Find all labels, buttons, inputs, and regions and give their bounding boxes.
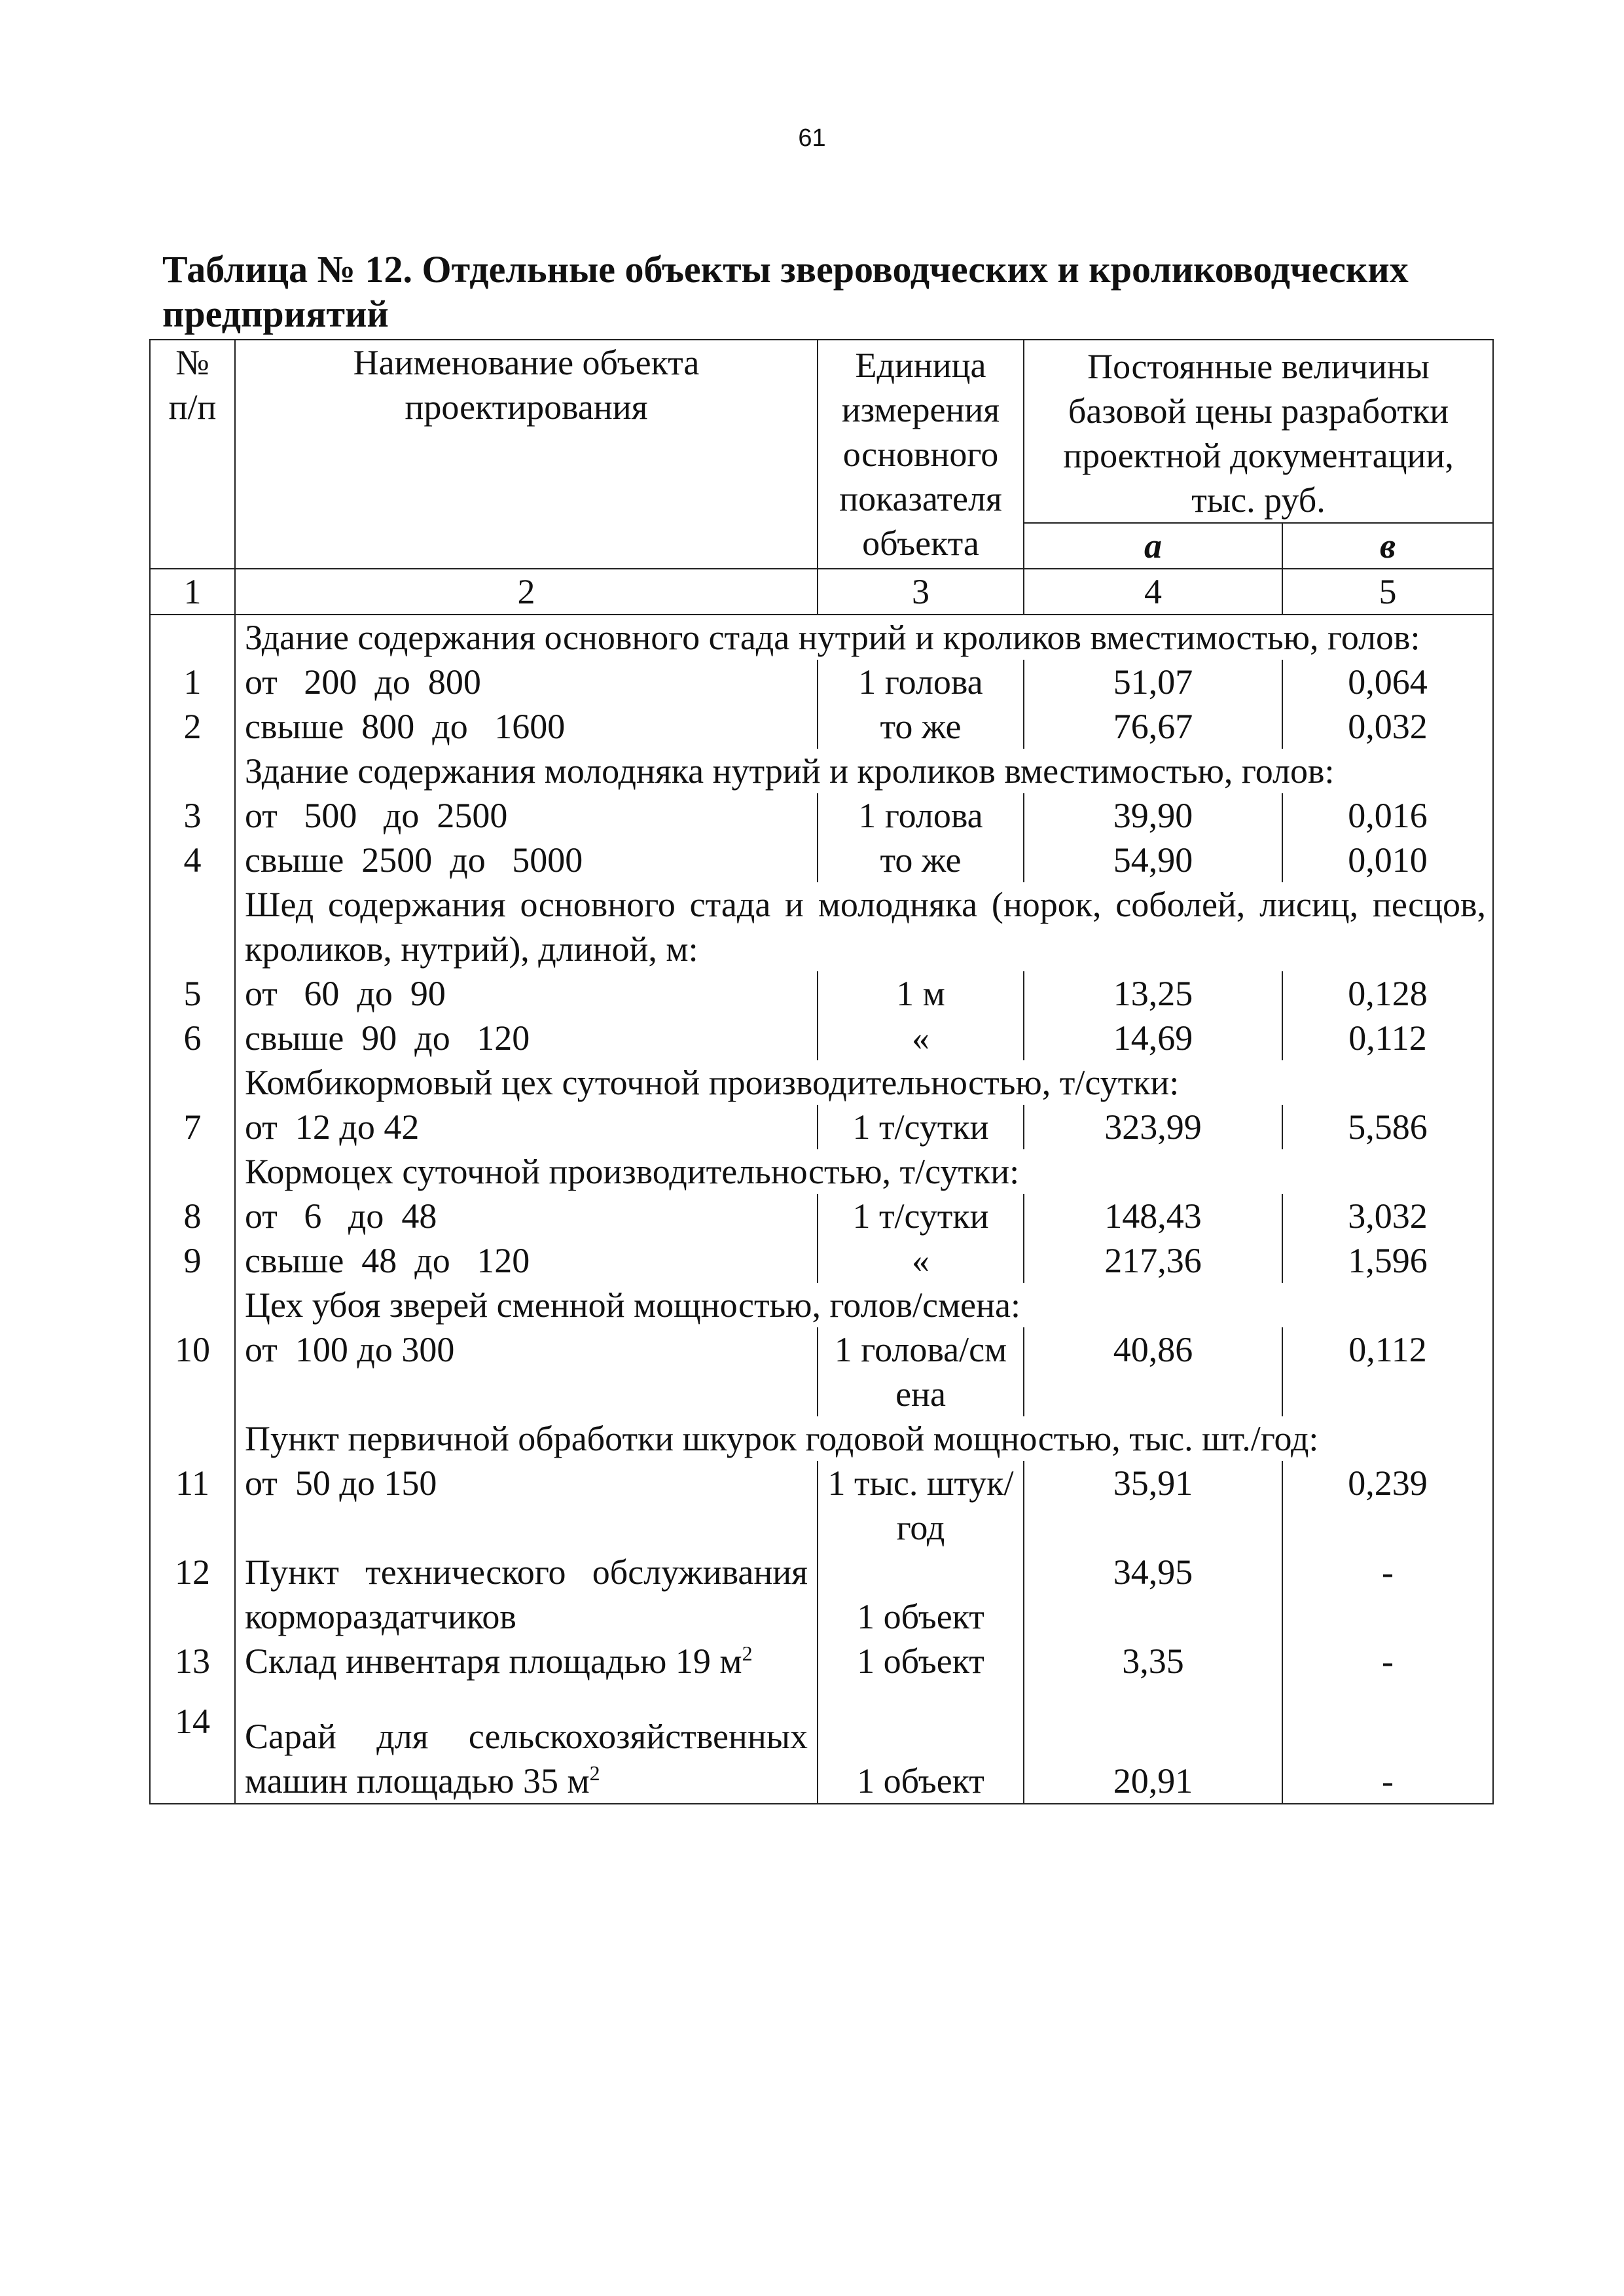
row-number: 4: [150, 838, 235, 882]
object-name: [235, 1699, 818, 1804]
row-number: 13: [150, 1639, 235, 1699]
value-a: 51,07: [1024, 660, 1282, 704]
value-b: 1,596: [1282, 1238, 1493, 1283]
object-name: от 200 до 800: [235, 660, 818, 704]
object-name: от 50 до 150: [235, 1461, 818, 1550]
row-number: 8: [150, 1194, 235, 1238]
row-number: 7: [150, 1105, 235, 1149]
column-number: 3: [818, 569, 1024, 615]
row-number-empty: [150, 1416, 235, 1461]
value-a: 20,91: [1024, 1699, 1282, 1804]
group-title-row: [150, 749, 1493, 793]
group-title: Шед содержания основного стада и молодняка (норок, соболей, лисиц, песцов, кроликов, нутрий), длиной, м:: [235, 882, 1493, 971]
row-number-empty: [150, 1149, 235, 1194]
header-price: Постоянные величины базовой цены разработки проектной документации, тыс. руб.: [1024, 340, 1493, 523]
unit: 1 тыс. штук/год: [818, 1461, 1024, 1550]
unit: «: [818, 1016, 1024, 1060]
object-name: свыше 90 до 120: [235, 1016, 818, 1060]
value-b: -: [1282, 1699, 1493, 1804]
group-title-row: [150, 615, 1493, 660]
group-title: Пункт первичной обработки шкурок годовой мощностью, тыс. шт./год:: [235, 1416, 1493, 1461]
value-b: 0,239: [1282, 1461, 1493, 1550]
column-number: 1: [150, 569, 235, 615]
value-b: -: [1282, 1639, 1493, 1699]
table-row: [150, 660, 1493, 704]
value-a: 3,35: [1024, 1639, 1282, 1699]
object-name-text: Склад инвентаря площадью 19 м: [245, 1641, 742, 1681]
table-title: Таблица № 12. Отдельные объекты звероводческих и кролиководческих предприятий: [162, 248, 1409, 335]
row-number-empty: [150, 882, 235, 971]
value-a: 323,99: [1024, 1105, 1282, 1149]
table-row: [150, 1105, 1493, 1149]
unit: 1 т/сутки: [818, 1194, 1024, 1238]
group-title: Здание содержания молодняка нутрий и кроликов вместимостью, голов:: [235, 749, 1493, 793]
table-row: [150, 971, 1493, 1016]
value-a: 14,69: [1024, 1016, 1282, 1060]
table-row: [150, 1327, 1493, 1416]
group-title: Цех убоя зверей сменной мощностью, голов/смена:: [235, 1283, 1493, 1327]
value-a: 148,43: [1024, 1194, 1282, 1238]
row-number: 3: [150, 793, 235, 838]
value-b: 0,010: [1282, 838, 1493, 882]
object-name-text: Сарай для сельскохозяйственных машин площадью 35 м: [245, 1717, 808, 1801]
column-number-row: [150, 569, 1493, 615]
unit: 1 м: [818, 971, 1024, 1016]
table-row: [150, 1238, 1493, 1283]
group-title: Комбикормовый цех суточной производительностью, т/сутки:: [235, 1060, 1493, 1105]
column-number: 2: [235, 569, 818, 615]
row-number: 1: [150, 660, 235, 704]
unit: 1 голова: [818, 660, 1024, 704]
column-number: 5: [1282, 569, 1493, 615]
column-number: 4: [1024, 569, 1282, 615]
table-header-row: [150, 340, 1493, 523]
value-a: 39,90: [1024, 793, 1282, 838]
value-a: 13,25: [1024, 971, 1282, 1016]
table-row: [150, 704, 1493, 749]
object-name: свыше 48 до 120: [235, 1238, 818, 1283]
superscript: 2: [742, 1641, 753, 1665]
object-name-text: Пункт технического обслуживания кормораздатчиков: [245, 1552, 808, 1636]
object-name: от 60 до 90: [235, 971, 818, 1016]
row-number: 14: [150, 1699, 235, 1804]
price-table: [149, 339, 1494, 1804]
object-name: [235, 1550, 818, 1639]
unit: 1 объект: [818, 1550, 1024, 1639]
unit: «: [818, 1238, 1024, 1283]
superscript: 2: [589, 1761, 600, 1785]
value-a: 40,86: [1024, 1327, 1282, 1416]
table-row: [150, 838, 1493, 882]
header-col-b: в: [1282, 523, 1493, 569]
unit: 1 т/сутки: [818, 1105, 1024, 1149]
unit: 1 объект: [818, 1639, 1024, 1699]
value-b: 0,032: [1282, 704, 1493, 749]
row-number: 6: [150, 1016, 235, 1060]
value-a: 35,91: [1024, 1461, 1282, 1550]
group-title-row: [150, 1149, 1493, 1194]
table-row: [150, 1699, 1493, 1804]
header-unit: Единица измерения основного показателя объекта: [818, 340, 1024, 569]
row-number-empty: [150, 615, 235, 660]
group-title-row: [150, 1060, 1493, 1105]
unit: то же: [818, 838, 1024, 882]
object-name: от 6 до 48: [235, 1194, 818, 1238]
value-b: 0,128: [1282, 971, 1493, 1016]
unit: 1 голова: [818, 793, 1024, 838]
object-name: свыше 2500 до 5000: [235, 838, 818, 882]
table-row: [150, 1461, 1493, 1550]
row-number-empty: [150, 1283, 235, 1327]
page-number: 61: [798, 124, 826, 152]
group-title: Кормоцех суточной производительностью, т/сутки:: [235, 1149, 1493, 1194]
object-name: свыше 800 до 1600: [235, 704, 818, 749]
value-b: 0,112: [1282, 1327, 1493, 1416]
group-title-row: [150, 1416, 1493, 1461]
object-name: от 100 до 300: [235, 1327, 818, 1416]
object-name: [235, 1639, 818, 1699]
header-col-a: а: [1024, 523, 1282, 569]
table-row: [150, 1194, 1493, 1238]
table-row: [150, 793, 1493, 838]
row-number: 10: [150, 1327, 235, 1416]
value-b: 0,016: [1282, 793, 1493, 838]
value-a: 34,95: [1024, 1550, 1282, 1639]
value-b: 0,064: [1282, 660, 1493, 704]
table-row: [150, 1639, 1493, 1699]
value-a: 76,67: [1024, 704, 1282, 749]
object-name: от 12 до 42: [235, 1105, 818, 1149]
header-number: № п/п: [150, 340, 235, 569]
unit: 1 объект: [818, 1699, 1024, 1804]
row-number: 12: [150, 1550, 235, 1639]
table-row: [150, 1550, 1493, 1639]
row-number-empty: [150, 749, 235, 793]
value-b: 0,112: [1282, 1016, 1493, 1060]
header-name: Наименование объекта проектирования: [235, 340, 818, 569]
group-title-row: [150, 882, 1493, 971]
group-title: Здание содержания основного стада нутрий и кроликов вместимостью, голов:: [235, 615, 1493, 660]
row-number: 2: [150, 704, 235, 749]
group-title-row: [150, 1283, 1493, 1327]
value-b: -: [1282, 1550, 1493, 1639]
object-name: от 500 до 2500: [235, 793, 818, 838]
table-row: [150, 1016, 1493, 1060]
row-number: 9: [150, 1238, 235, 1283]
unit: 1 голова/смена: [818, 1327, 1024, 1416]
value-a: 54,90: [1024, 838, 1282, 882]
unit: то же: [818, 704, 1024, 749]
row-number: 11: [150, 1461, 235, 1550]
row-number-empty: [150, 1060, 235, 1105]
value-b: 5,586: [1282, 1105, 1493, 1149]
value-b: 3,032: [1282, 1194, 1493, 1238]
value-a: 217,36: [1024, 1238, 1282, 1283]
row-number: 5: [150, 971, 235, 1016]
